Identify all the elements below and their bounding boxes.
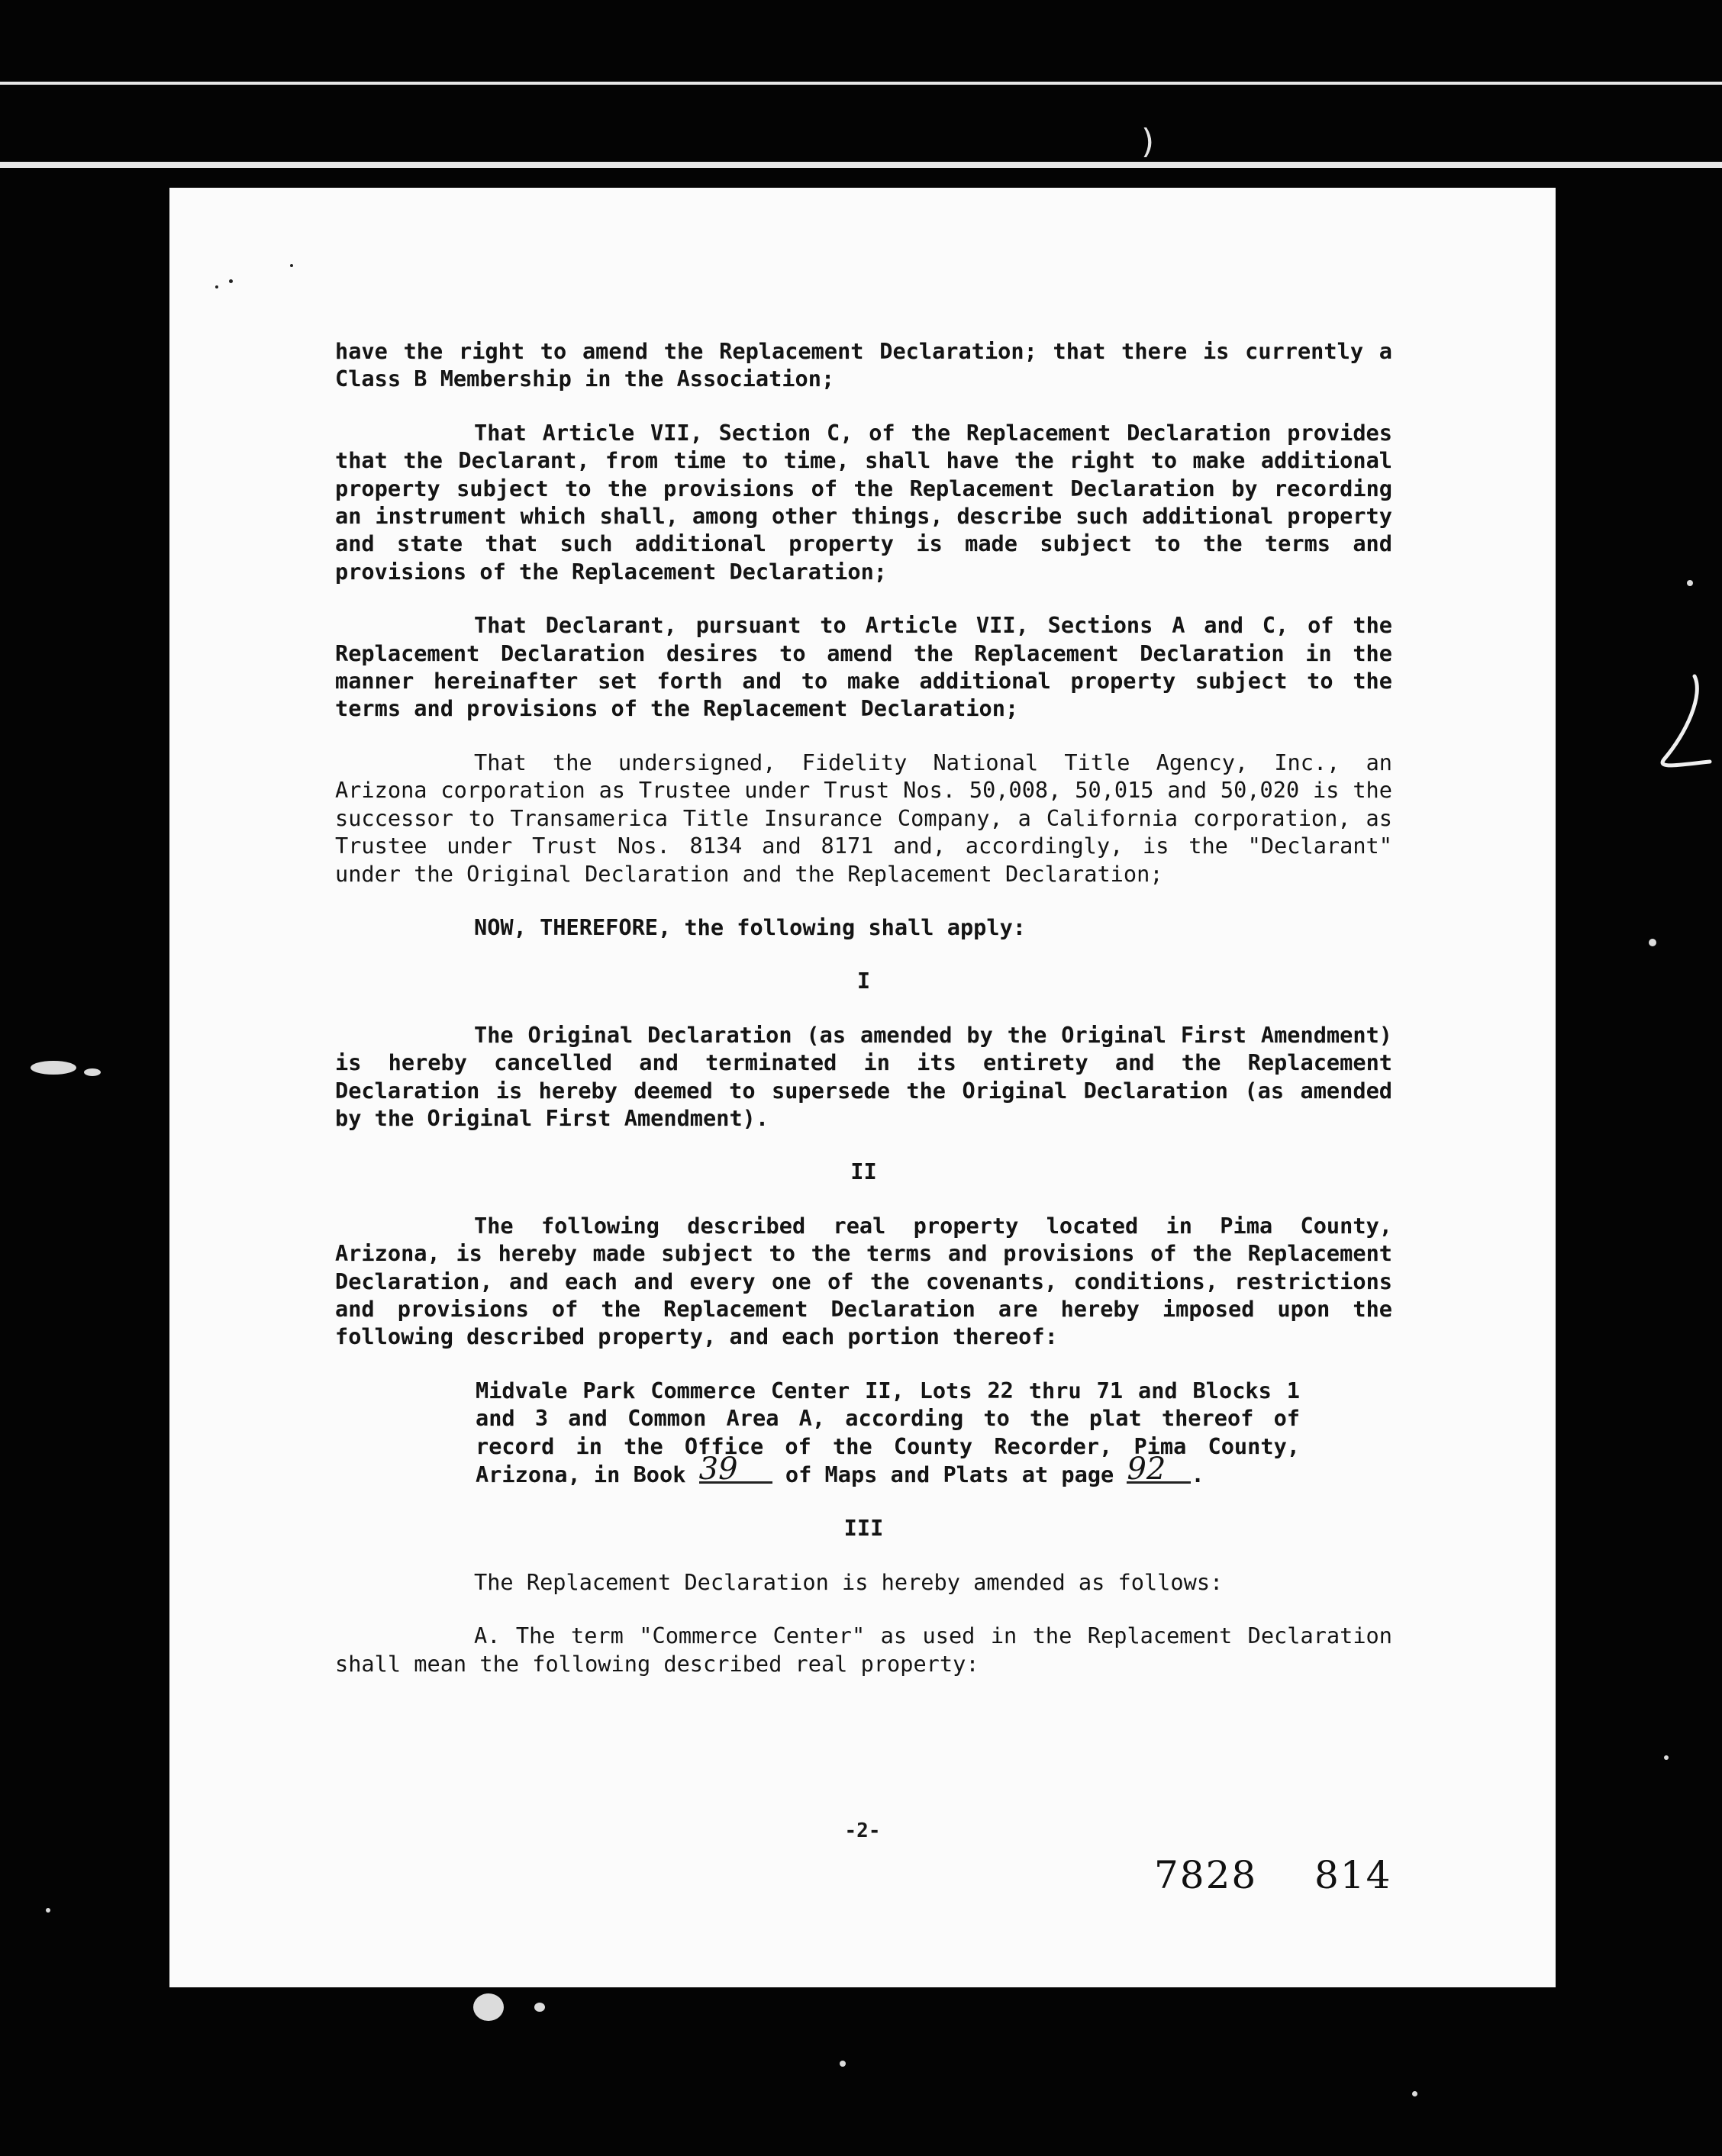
document-body [335, 337, 1392, 1677]
section-heading-i: I [856, 968, 871, 994]
handwritten-margin-mark [1633, 672, 1717, 786]
paragraph-declaration-rights: have the right to amend the Replacement Declaration; that there is currently a Class B Membership in the Association; [335, 338, 1392, 392]
recording-book-number: 7828 [1154, 1853, 1258, 1897]
top-scan-mark: ) [1141, 122, 1155, 161]
page-marker: -2- [844, 1819, 881, 1842]
scan-noise [1664, 1755, 1669, 1760]
paper-speck [290, 264, 293, 267]
page-number-handwritten: 92 [1127, 1457, 1191, 1484]
scan-noise [31, 1061, 76, 1075]
scan-noise [840, 2061, 846, 2067]
scan-noise [1649, 939, 1656, 946]
paragraph-now-therefore: NOW, THEREFORE, the following shall apply: [474, 914, 1027, 940]
scan-noise [84, 1068, 101, 1076]
paragraph-section-ii: The following described real property located in Pima County, Arizona, is hereby made subject to the terms and provisions of the Replacement Declaration, and each and every one of the covenants, conditions, restrictions and provisions of the Replacement Declaration are hereby imposed upon the following described property, and each portion thereof: [335, 1212, 1392, 1350]
paragraph-item-a: A. The term "Commerce Center" as used in the Replacement Declaration shall mean the following described real property: [335, 1623, 1392, 1677]
paragraph-article-vii-c: That Article VII, Section C, of the Replacement Declaration provides that the Declarant, from time to time, shall have the right to make additional property subject to the provisions of the Replacement Declaration by recording an instrument which shall, among other things, describe such additional property and state that such additional property is made subject to the terms and provisions of the Replacement Declaration; [335, 419, 1392, 585]
scan-noise [1412, 2091, 1417, 2096]
property-period: . [1191, 1462, 1204, 1487]
scan-noise [534, 2003, 545, 2012]
scan-noise [1687, 580, 1693, 586]
paragraph-section-i: The Original Declaration (as amended by the Original First Amendment) is hereby cancelled and terminated in its entirety and the Replacement Declaration is hereby deemed to supersede the Original Declaration (as amended by the Original First Amendment). [335, 1021, 1392, 1131]
document-page [169, 188, 1556, 1987]
section-heading-ii: II [850, 1159, 877, 1185]
scan-border-top-line [0, 82, 1722, 85]
book-number-handwritten: 39 [699, 1457, 772, 1484]
paper-speck [229, 279, 233, 283]
paragraph-trustee: That the undersigned, Fidelity National Title Agency, Inc., an Arizona corporation as Trustee under Trust Nos. 50,008, 50,015 and 50,020 is the successor to Transamerica Title Insurance Company, a California corporation, as Trustee under Trust Nos. 8134 and 8171 and, accordingly, is the "Declarant" under the Original Declaration and the Replacement Declaration; [335, 749, 1392, 887]
property-description-text: Midvale Park Commerce Center II, Lots 22 thru 71 and Blocks 1 and 3 and Common Area A, according to the plat thereof of record in the Office of the County Recorder, Pima County, Arizona, in Book [476, 1377, 1300, 1487]
scan-noise [473, 1993, 504, 2021]
paragraph-section-iii-intro: The Replacement Declaration is hereby amended as follows: [474, 1568, 1224, 1595]
maps-plats-text: of Maps and Plats at page [785, 1462, 1114, 1487]
paper-speck [215, 285, 218, 288]
scan-noise [46, 1908, 50, 1913]
paragraph-declarant-amend: That Declarant, pursuant to Article VII, Sections A and C, of the Replacement Declaration desires to amend the Replacement Declaration in the manner hereinafter set forth and to make additional property subject to the terms and provisions of the Replacement Declaration; [335, 612, 1392, 722]
scan-border-second-line [0, 162, 1722, 168]
recording-page-number: 814 [1314, 1853, 1392, 1897]
section-heading-iii: III [843, 1515, 884, 1542]
property-description [476, 1377, 1300, 1489]
